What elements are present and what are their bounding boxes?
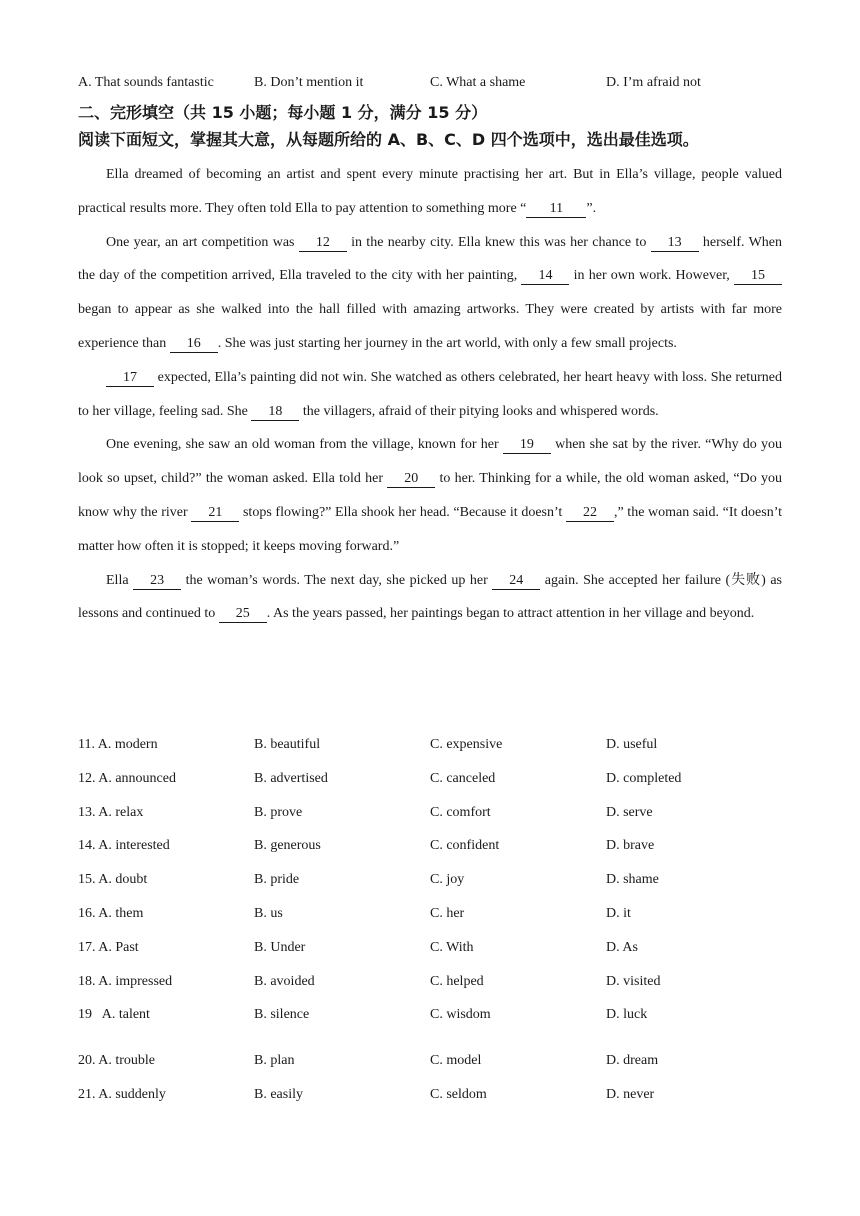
option-c: C. seldom [430, 1087, 487, 1102]
passage-text: when she sat by the river. “Why do you look so upset, child?” the woman asked. Ella told her [78, 437, 782, 487]
passage-text: ,” the woman said. “It doesn’t matter how often it is stopped; it keeps moving forward.” [78, 504, 782, 554]
option-a: 13. A. relax [78, 805, 144, 820]
blank-25: 25 [219, 606, 267, 623]
option-c: C. comfort [430, 805, 491, 820]
blank-13: 13 [651, 235, 699, 252]
option-c: C. joy [430, 872, 465, 887]
option-b: B. Under [254, 940, 306, 955]
option-c: C. confident [430, 838, 500, 853]
question-row [78, 1004, 798, 1026]
option-d: D. brave [606, 838, 655, 853]
option-d: D. luck [606, 1007, 648, 1022]
paragraph-3 [78, 361, 782, 429]
option-a: 12. A. announced [78, 771, 176, 786]
passage-text: in the nearby city. Ella knew this was her chance to [346, 234, 651, 250]
option-a: A. That sounds fantastic [78, 75, 214, 90]
option-b: B. generous [254, 838, 321, 853]
passage-text: Ella dreamed of becoming an artist and spent every minute practising her art. But in Ella’s village, people valued practical results more. They often told Ella to pay attention to something more “ [78, 167, 782, 216]
question-row [78, 1050, 798, 1072]
passage-text: expected, Ella’s painting did not win. She watched as others celebrated, her heart heavy with loss. She returned to her village, feeling sad. She [78, 369, 782, 419]
passage-text: . She was just starting her journey in the art world, with only a few small projects. [217, 335, 677, 351]
section-instruction: 阅读下面短文，掌握其大意，从每题所给的 A、B、C、D 四个选项中，选出最佳选项。 [78, 130, 699, 149]
paragraph-2 [78, 226, 782, 361]
blank-12: 12 [299, 235, 347, 252]
option-a: 20. A. trouble [78, 1053, 155, 1068]
option-c: C. expensive [430, 737, 503, 752]
option-b: B. us [254, 906, 283, 921]
option-c: C. With [430, 940, 474, 955]
blank-18: 18 [251, 404, 299, 421]
question-row [78, 971, 798, 993]
option-a: 15. A. doubt [78, 872, 148, 887]
option-b: B. pride [254, 872, 300, 887]
option-b: B. avoided [254, 974, 315, 989]
blank-21: 21 [191, 505, 239, 522]
option-b: B. silence [254, 1007, 310, 1022]
passage-text: . As the years passed, her paintings began to attract attention in her village and beyond. [266, 606, 755, 622]
option-c: C. helped [430, 974, 484, 989]
blank-17: 17 [106, 370, 154, 387]
blank-14: 14 [521, 268, 569, 285]
option-c: C. canceled [430, 771, 496, 786]
option-a: 16. A. them [78, 906, 144, 921]
option-b: B. Don’t mention it [254, 75, 364, 90]
blank-15: 15 [734, 268, 782, 285]
passage-text: ”. [586, 200, 597, 216]
option-d: D. As [606, 940, 638, 955]
blank-11: 11 [526, 201, 586, 218]
cloze-passage [78, 158, 782, 631]
question-row [78, 768, 798, 790]
option-d: D. serve [606, 805, 653, 820]
blank-16: 16 [170, 336, 218, 353]
passage-text: One evening, she saw an old woman from the village, known for her [106, 437, 503, 453]
option-b: B. prove [254, 805, 303, 820]
question-row [78, 903, 798, 925]
question-row [78, 734, 798, 756]
passage-text: in her own work. However, [569, 268, 734, 284]
option-d: D. useful [606, 737, 658, 752]
option-a: 14. A. interested [78, 838, 170, 853]
option-a: 17. A. Past [78, 940, 139, 955]
option-d: D. I’m afraid not [606, 75, 701, 90]
option-b: B. plan [254, 1053, 295, 1068]
passage-text: herself. When the day of the competition arrived, Ella traveled to the city with her painting, [78, 234, 782, 284]
passage-text: to her. Thinking for a while, the old woman asked, “Do you know why the river [78, 471, 782, 520]
question-row [78, 1084, 798, 1106]
option-a: 18. A. impressed [78, 974, 173, 989]
option-d: D. never [606, 1087, 655, 1102]
passage-text: began to appear as she walked into the hall filled with amazing artworks. They were created by artists with far more experience than [78, 302, 782, 351]
option-d: D. dream [606, 1053, 659, 1068]
option-d: D. it [606, 906, 631, 921]
option-d: D. completed [606, 771, 682, 786]
paragraph-5 [78, 564, 782, 632]
option-c: C. model [430, 1053, 482, 1068]
option-d: D. shame [606, 872, 659, 887]
passage-text: the villagers, afraid of their pitying looks and whispered words. [299, 403, 659, 419]
blank-19: 19 [503, 437, 551, 454]
option-a: 11. A. modern [78, 737, 158, 752]
option-a: 19 A. talent [78, 1007, 150, 1022]
option-c: C. her [430, 906, 465, 921]
question-row [78, 869, 798, 891]
prev-question-options [78, 72, 798, 94]
question-row [78, 802, 798, 824]
blank-20: 20 [387, 471, 435, 488]
passage-text: One year, an art competition was [106, 234, 299, 250]
option-d: D. visited [606, 974, 661, 989]
blank-23: 23 [133, 573, 181, 590]
passage-text: Ella [106, 572, 134, 588]
option-c: C. wisdom [430, 1007, 491, 1022]
question-row [78, 937, 798, 959]
paragraph-4 [78, 428, 782, 563]
passage-text: stops flowing?” Ella shook her head. “Because it doesn’t [239, 504, 566, 520]
option-c: C. What a shame [430, 75, 526, 90]
section-title: 二、完形填空（共 15 小题；每小题 1 分，满分 15 分） [78, 103, 488, 122]
option-a: 21. A. suddenly [78, 1087, 166, 1102]
option-b: B. easily [254, 1087, 303, 1102]
paragraph-1 [78, 158, 782, 226]
question-row [78, 835, 798, 857]
passage-text: again. She accepted her failure (失败) as lessons and continued to [78, 572, 783, 622]
option-b: B. advertised [254, 771, 328, 786]
blank-24: 24 [492, 573, 540, 590]
passage-text: the woman’s words. The next day, she picked up her [181, 572, 493, 588]
option-b: B. beautiful [254, 737, 321, 752]
blank-22: 22 [566, 505, 614, 522]
